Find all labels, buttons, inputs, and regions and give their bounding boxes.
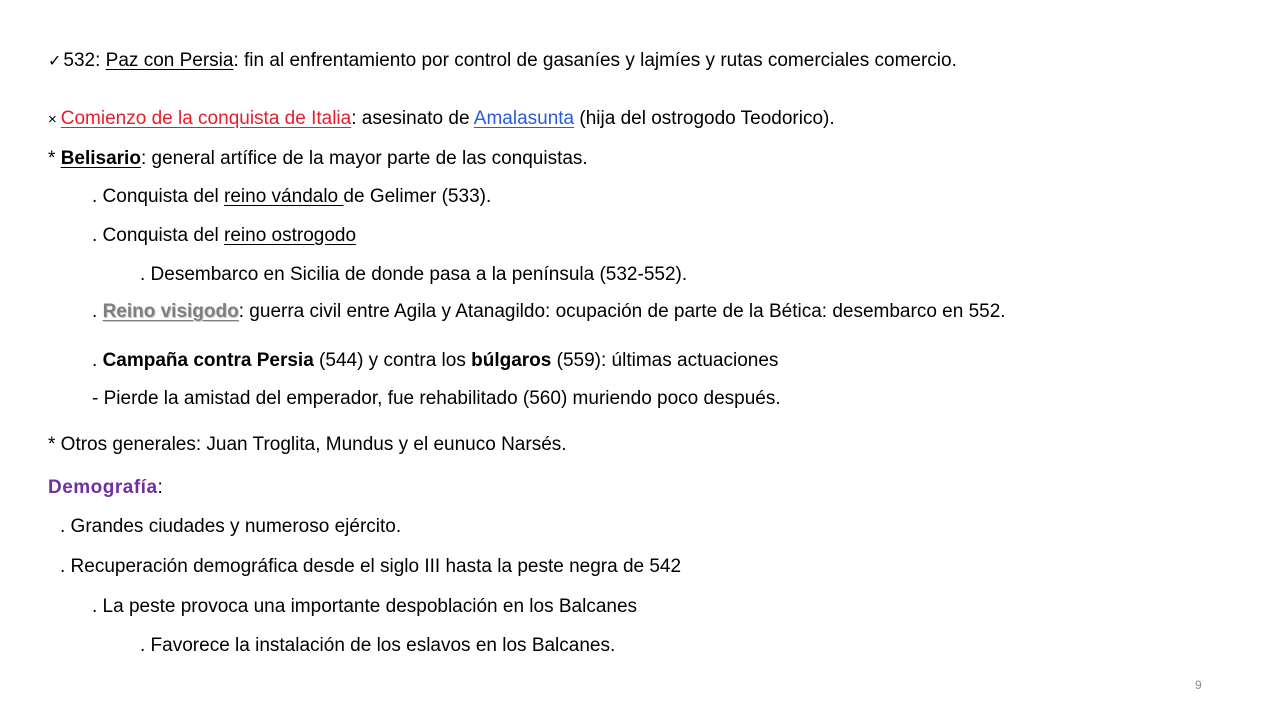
ultimas-actuaciones-text: (559): últimas actuaciones [551,350,779,371]
peste-text: . La peste provoca una importante despoblación en los Balcanes [92,596,638,617]
conquista-prefix: . Conquista del [92,186,225,207]
desembarco-text: . Desembarco en Sicilia de donde pasa a la península (532-552). [140,264,688,285]
gelimer-text: de Gelimer (533). [343,186,492,207]
year-532: 532: [63,50,106,71]
otros-generales-text: * Otros generales: Juan Troglita, Mundus y el eunuco Narsés. [48,434,567,455]
reino-vandalo-link[interactable]: reino vándalo [224,186,344,207]
bullet-asterisk: * [48,148,61,169]
line-reino-vandalo [92,185,491,209]
line-reino-visigodo [92,300,1006,324]
pierde-amistad-text: - Pierde la amistad del emperador, fue rehabilitado (560) muriendo poco después. [92,388,781,409]
recuperacion-text: . Recuperación demográfica desde el siglo III hasta la peste negra de 542 [60,556,682,577]
reino-ostrogodo-link[interactable]: reino ostrogodo [224,225,357,246]
line-grandes-ciudades [60,515,401,539]
dot-prefix: . [92,301,103,322]
line-peste [92,595,637,619]
line-reino-ostrogodo [92,224,356,248]
grandes-ciudades-text: . Grandes ciudades y numeroso ejército. [60,516,402,537]
campana-persia-text: Campaña contra Persia [102,350,314,371]
asesinato-text: : asesinato de [351,108,474,129]
paz-con-persia-text: : fin al enfrentamiento por control de gasaníes y lajmíes y rutas comerciales comercio. [233,50,957,71]
line-otros-generales [48,433,567,457]
line-pierde-amistad [92,387,781,411]
demografia-title: Demografía [48,477,158,498]
line-desembarco-sicilia [140,263,687,287]
line-campana-persia [92,349,778,373]
reino-visigodo-link[interactable]: Reino visigodo [102,301,239,322]
check-icon: ✓ [48,53,62,70]
line-demografia-heading [48,476,163,500]
conquista-prefix: . Conquista del [92,225,225,246]
bulgaros-text: búlgaros [471,350,552,371]
amalasunta-link[interactable]: Amalasunta [473,108,575,129]
line-paz-con-persia [48,49,957,74]
visigodo-text: : guerra civil entre Agila y Atanagildo: ocupación de parte de la Bética: desembarco en 552. [238,301,1006,322]
cross-icon: × [48,111,57,128]
amalasunta-text: (hija del ostrogodo Teodorico). [574,108,835,129]
line-belisario [48,147,588,171]
belisario-link[interactable]: Belisario [60,148,141,169]
campana-mid-text: (544) y contra los [313,350,472,371]
demografia-colon: : [157,477,163,498]
line-conquista-italia [48,107,835,132]
belisario-text: : general artífice de la mayor parte de las conquistas. [140,148,588,169]
paz-con-persia-link[interactable]: Paz con Persia [105,50,234,71]
line-eslavos [140,634,615,658]
dot-prefix: . [92,350,103,371]
page-number: 9 [1195,678,1202,692]
eslavos-text: . Favorece la instalación de los eslavos en los Balcanes. [140,635,616,656]
conquista-italia-link[interactable]: Comienzo de la conquista de Italia [60,108,352,129]
line-recuperacion [60,555,681,579]
